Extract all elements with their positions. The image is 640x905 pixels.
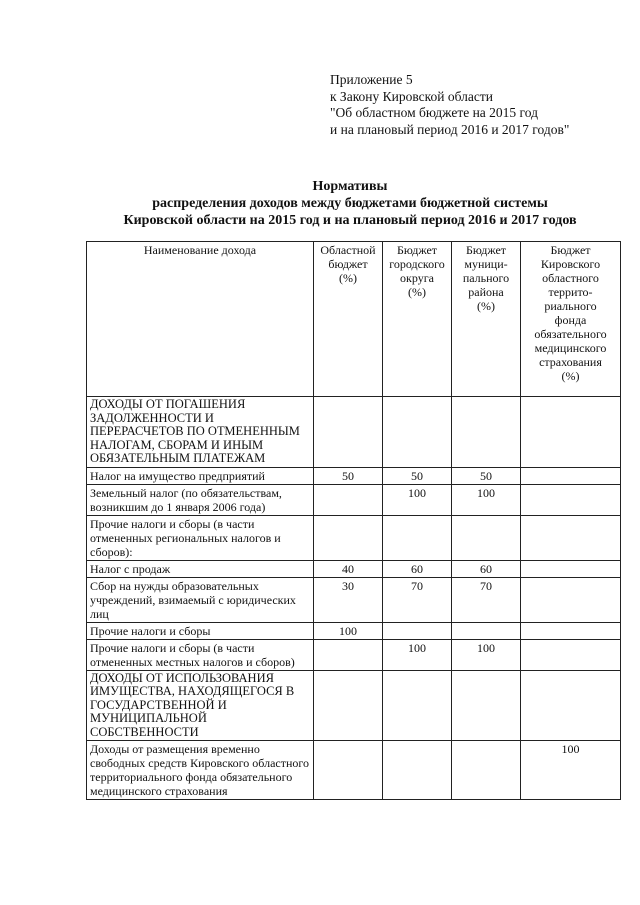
- header-text-line: страхования: [539, 355, 602, 369]
- value-cell-fund: 100: [521, 741, 621, 800]
- value-cell-city: 50: [383, 467, 452, 484]
- value-cell-city: 70: [383, 577, 452, 622]
- value-cell-district: [452, 515, 521, 560]
- income-name-cell: ДОХОДЫ ОТ ИСПОЛЬЗОВАНИЯ ИМУЩЕСТВА, НАХОДЯЩЕГОСЯ В ГОСУДАРСТВЕННОЙ И МУНИЦИПАЛЬНОЙ СОБСТВЕННОСТИ: [87, 670, 314, 741]
- value-cell-fund: [521, 484, 621, 515]
- value-cell-city: [383, 397, 452, 468]
- income-name-cell: Сбор на нужды образовательных учреждений, взимаемый с юридических лиц: [87, 577, 314, 622]
- header-text-line: террито-: [548, 285, 593, 299]
- norms-table: [86, 241, 621, 800]
- table-row: [87, 577, 621, 622]
- income-name-cell: ДОХОДЫ ОТ ПОГАШЕНИЯ ЗАДОЛЖЕННОСТИ И ПЕРЕРАСЧЕТОВ ПО ОТМЕНЕННЫМ НАЛОГАМ, СБОРАМ И ИНЫМ ОБЯЗАТЕЛЬНЫМ ПЛАТЕЖАМ: [87, 397, 314, 468]
- value-cell-district: [452, 670, 521, 741]
- value-cell-regional: [314, 741, 383, 800]
- header-regional-budget: [314, 242, 383, 397]
- header-text-line: пального: [462, 271, 510, 285]
- table-row: [87, 515, 621, 560]
- income-name-cell: Земельный налог (по обязательствам, возникшим до 1 января 2006 года): [87, 484, 314, 515]
- header-text-line: Бюджет: [465, 243, 507, 257]
- value-cell-district: [452, 397, 521, 468]
- value-cell-city: [383, 515, 452, 560]
- header-text-line: Областной: [320, 243, 376, 257]
- value-cell-district: 50: [452, 467, 521, 484]
- value-cell-fund: [521, 622, 621, 639]
- value-cell-fund: [521, 515, 621, 560]
- value-cell-district: 70: [452, 577, 521, 622]
- value-cell-regional: 40: [314, 560, 383, 577]
- value-cell-regional: 30: [314, 577, 383, 622]
- value-cell-district: 60: [452, 560, 521, 577]
- value-cell-regional: [314, 397, 383, 468]
- appendix-line: Приложение 5: [330, 72, 413, 87]
- header-text-line: фонда: [554, 313, 587, 327]
- header-text-line: округа: [400, 271, 434, 285]
- value-cell-city: [383, 741, 452, 800]
- value-cell-fund: [521, 467, 621, 484]
- income-name-cell: Прочие налоги и сборы (в части отмененных региональных налогов и сборов):: [87, 515, 314, 560]
- value-cell-regional: [314, 670, 383, 741]
- appendix-line: к Закону Кировской области: [330, 88, 494, 104]
- header-city-budget: [383, 242, 452, 397]
- income-name-cell: Доходы от размещения временно свободных средств Кировского областного территориального фонда обязательного медицинского страхования: [87, 741, 314, 800]
- value-cell-fund: [521, 397, 621, 468]
- value-cell-regional: [314, 515, 383, 560]
- income-name-cell: Налог с продаж: [87, 560, 314, 577]
- income-name-cell: Прочие налоги и сборы (в части отмененных местных налогов и сборов): [87, 639, 314, 670]
- table-row: [87, 560, 621, 577]
- header-text-line: областного: [542, 271, 599, 285]
- value-cell-regional: 50: [314, 467, 383, 484]
- header-text-line: (%): [408, 285, 426, 299]
- table-row: [87, 670, 621, 741]
- income-name-cell: Налог на имущество предприятий: [87, 467, 314, 484]
- header-fund-budget: [521, 242, 621, 397]
- header-text-line: городского: [389, 257, 445, 271]
- value-cell-city: 100: [383, 484, 452, 515]
- header-text-line: Наименование дохода: [143, 243, 257, 257]
- header-text-line: (%): [477, 299, 495, 313]
- header-text-line: обязательного: [534, 327, 607, 341]
- value-cell-city: 100: [383, 639, 452, 670]
- value-cell-district: 100: [452, 639, 521, 670]
- table-row: [87, 397, 621, 468]
- table-row: [87, 639, 621, 670]
- header-text-line: бюджет: [328, 257, 368, 271]
- title-line: Кировской области на 2015 год и на плановый период 2016 и 2017 годов: [123, 213, 577, 228]
- header-text-line: (%): [339, 271, 357, 285]
- appendix-line: "Об областном бюджете на 2015 год: [330, 105, 538, 120]
- header-text-line: Кировского: [540, 257, 601, 271]
- value-cell-fund: [521, 639, 621, 670]
- value-cell-regional: [314, 484, 383, 515]
- table-body: [87, 397, 621, 800]
- value-cell-regional: 100: [314, 622, 383, 639]
- table-row: [87, 741, 621, 800]
- header-district-budget: [452, 242, 521, 397]
- table-header-row: [87, 242, 621, 397]
- header-text-line: Бюджет: [550, 243, 591, 257]
- title-line: распределения доходов между бюджетами бюджетной системы: [152, 196, 548, 211]
- header-income-name: [87, 242, 314, 397]
- table-row: [87, 467, 621, 484]
- header-text-line: медицинского: [534, 341, 607, 355]
- value-cell-district: 100: [452, 484, 521, 515]
- header-text-line: риального: [544, 299, 597, 313]
- income-name-cell: Прочие налоги и сборы: [87, 622, 314, 639]
- table-row: [87, 622, 621, 639]
- value-cell-city: 60: [383, 560, 452, 577]
- value-cell-regional: [314, 639, 383, 670]
- value-cell-district: [452, 622, 521, 639]
- value-cell-city: [383, 670, 452, 741]
- header-text-line: муници-: [464, 257, 508, 271]
- title-line: Нормативы: [312, 179, 388, 194]
- appendix-line: и на плановый период 2016 и 2017 годов": [330, 121, 570, 137]
- value-cell-fund: [521, 670, 621, 741]
- table-row: [87, 484, 621, 515]
- value-cell-city: [383, 622, 452, 639]
- header-text-line: Бюджет: [396, 243, 438, 257]
- value-cell-district: [452, 741, 521, 800]
- value-cell-fund: [521, 560, 621, 577]
- value-cell-fund: [521, 577, 621, 622]
- header-text-line: района: [468, 285, 504, 299]
- document-title: [80, 178, 620, 229]
- appendix-reference: [330, 72, 569, 138]
- header-text-line: (%): [561, 369, 580, 383]
